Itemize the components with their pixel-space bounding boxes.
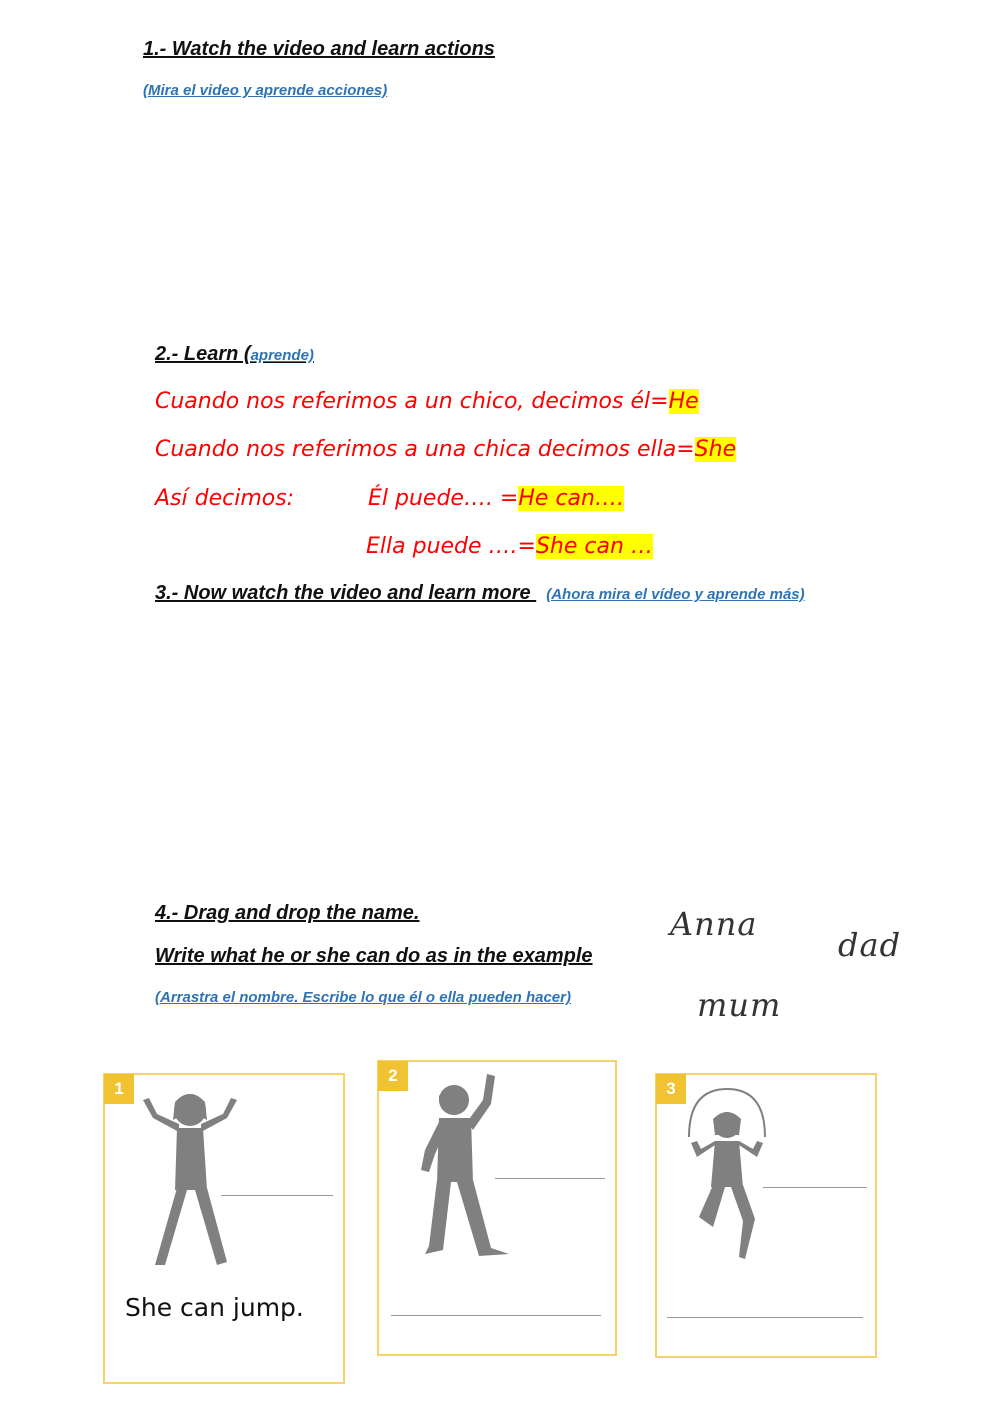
section2-heading xyxy=(155,343,314,366)
answer-line-bottom[interactable] xyxy=(391,1315,601,1316)
section2-heading-text: 2.- Learn ( xyxy=(155,343,251,365)
rule-line-he-can-text: Él puede…. = xyxy=(368,486,519,511)
name-dad[interactable]: dad xyxy=(838,926,902,964)
rule-line-he-highlight: He xyxy=(668,389,699,414)
card-2 xyxy=(377,1060,617,1356)
rule-line-she-text: Cuando nos referimos a una chica decimos ella= xyxy=(155,437,695,462)
card-number-badge: 2 xyxy=(378,1061,408,1091)
card-1 xyxy=(103,1073,345,1384)
rule-line-he xyxy=(155,389,699,414)
rule-line-she xyxy=(155,437,736,462)
section3-heading: 3.- Now watch the video and learn more xyxy=(155,582,537,604)
answer-line-bottom[interactable] xyxy=(667,1317,863,1318)
rule-line-he-text: Cuando nos referimos a un chico, decimos él= xyxy=(155,389,669,414)
card-number-badge: 1 xyxy=(104,1074,134,1104)
answer-line-top[interactable] xyxy=(763,1187,867,1188)
section3-subtitle: (Ahora mira el vídeo y aprende más) xyxy=(546,586,805,603)
rule-line-she-can xyxy=(366,534,653,559)
example-answer: She can jump. xyxy=(125,1293,304,1322)
girl-jumping-silhouette xyxy=(135,1080,245,1275)
section3-heading-row xyxy=(155,582,805,605)
section4-heading: 4.- Drag and drop the name. xyxy=(155,902,420,924)
section1-heading: 1.- Watch the video and learn actions xyxy=(143,38,495,60)
answer-line-top[interactable] xyxy=(221,1195,333,1196)
answer-line-top[interactable] xyxy=(495,1178,605,1179)
rule-line-she-can-highlight: She can … xyxy=(535,534,653,559)
rule-line-she-highlight: She xyxy=(694,437,737,462)
section2-heading-link: aprende) xyxy=(250,347,314,364)
card-3 xyxy=(655,1073,877,1358)
rule-line-she-can-text: Ella puede ….= xyxy=(366,534,536,559)
boy-pointing-silhouette xyxy=(399,1070,519,1260)
name-anna[interactable]: Anna xyxy=(670,905,758,943)
section4-subtitle: (Arrastra el nombre. Escribe lo que él o ella pueden hacer) xyxy=(155,989,571,1006)
rule-line-he-can-highlight: He can…. xyxy=(518,486,624,511)
rule-line-prefix: Así decimos: xyxy=(155,486,295,511)
name-mum[interactable]: mum xyxy=(697,986,782,1024)
girl-skipping-rope-silhouette xyxy=(677,1087,787,1267)
card-number-badge: 3 xyxy=(656,1074,686,1104)
section1-subtitle: (Mira el video y aprende acciones) xyxy=(143,82,388,99)
section4-instruction: Write what he or she can do as in the example xyxy=(155,945,593,967)
rule-line-he-can xyxy=(368,486,624,511)
